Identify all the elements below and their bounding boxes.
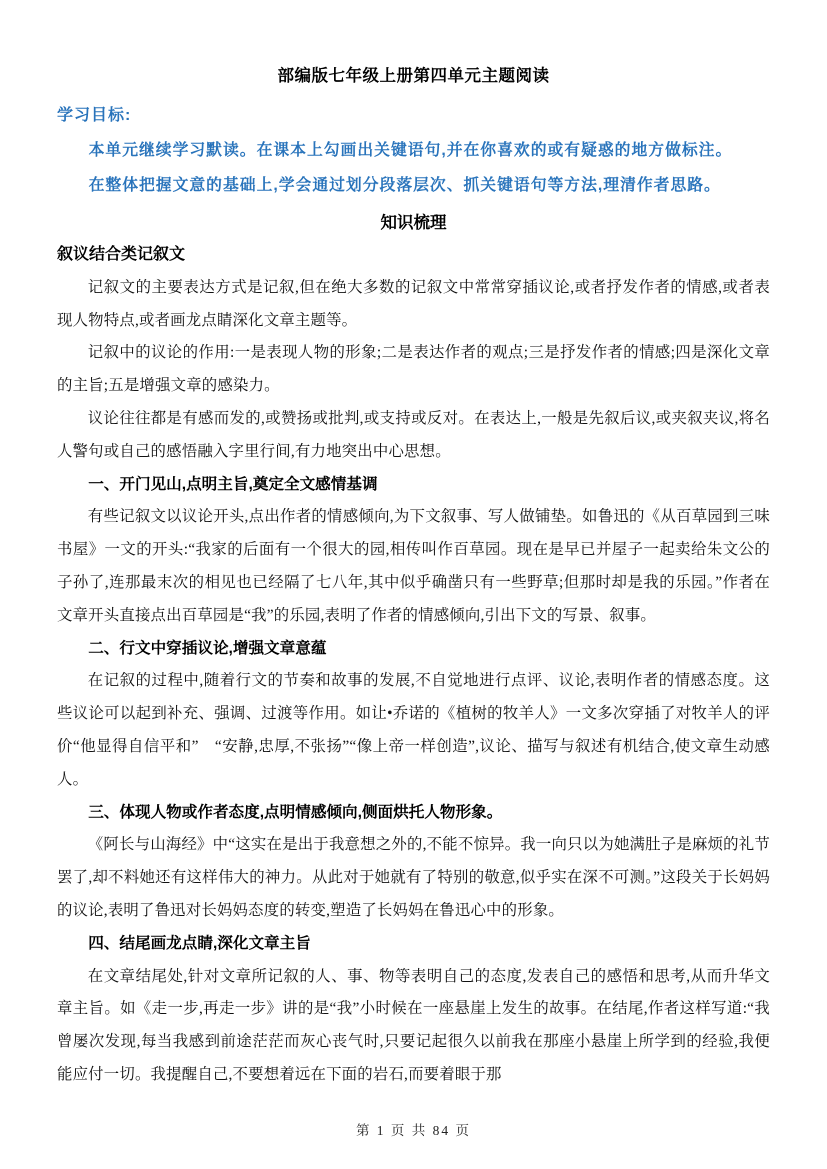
section-heading: 四、结尾画龙点睛,深化文章主旨	[88, 934, 311, 952]
section-2	[57, 633, 770, 797]
knowledge-section-title: 知识梳理	[380, 214, 447, 232]
intro-paragraph: 记叙中的议论的作用:一是表现人物的形象;二是表达作者的观点;三是抒发作者的情感;四是深化文章的主旨;五是增强文章的感染力。	[57, 344, 770, 395]
objective-line: 本单元继续学习默读。在课本上勾画出关键语句,并在你喜欢的或有疑惑的地方做标注。	[88, 142, 733, 159]
section-heading: 一、开门见山,点明主旨,奠定全文感情基调	[88, 475, 378, 493]
section-3	[57, 797, 770, 928]
learning-objectives	[57, 102, 770, 203]
page-title: 部编版七年级上册第四单元主题阅读	[277, 67, 550, 85]
objective-line: 在整体把握文意的基础上,学会通过划分段落层次、抓关键语句等方法,理清作者思路。	[88, 177, 721, 194]
section-4	[57, 928, 770, 1092]
section-heading: 二、行文中穿插议论,增强文章意蕴	[88, 639, 327, 657]
section-heading: 三、体现人物或作者态度,点明情感倾向,侧面烘托人物形象。	[88, 803, 503, 821]
knowledge-subheading: 叙议结合类记叙文	[57, 246, 186, 263]
intro-paragraph: 议论往往都是有感而发的,或赞扬或批判,或支持或反对。在表达上,一般是先叙后议,或夹叙夹议,将名人警句或自己的感悟融入字里行间,有力地突出中心思想。	[57, 409, 770, 460]
intro-paragraph: 记叙文的主要表达方式是记叙,但在绝大多数的记叙文中常常穿插议论,或者抒发作者的情感,或者表现人物特点,或者画龙点睛深化文章主题等。	[57, 278, 770, 329]
section-body: 有些记叙文以议论开头,点出作者的情感倾向,为下文叙事、写人做铺垫。如鲁迅的《从百草园到三味书屋》一文的开头:“我家的后面有一个很大的园,相传叫作百草园。现在是早已并屋子一起卖给朱文公的子孙了,连那最末次的相见也已经隔了七八年,其中似乎确凿只有一些野草;但那时却是我的乐园。”作者在文章开头直接点出百草园是“我”的乐园,表明了作者的情感倾向,引出下文的写景、叙事。	[57, 508, 770, 624]
objectives-heading: 学习目标:	[57, 107, 132, 124]
section-body: 在记叙的过程中,随着行文的节奏和故事的发展,不自觉地进行点评、议论,表明作者的情感态度。这些议论可以起到补充、强调、过渡等作用。如让•乔诺的《植树的牧羊人》一文多次穿插了对牧羊人的评价“他显得自信平和” “安静,忠厚,不张扬”“像上帝一样创造”,议论、描写与叙述有机结合,使文章生动感人。	[57, 672, 770, 788]
page-number-footer: 第 1 页 共 84 页	[355, 1123, 472, 1138]
section-body: 在文章结尾处,针对文章所记叙的人、事、物等表明自己的态度,发表自己的感悟和思考,从而升华文章主旨。如《走一步,再走一步》讲的是“我”小时候在一座悬崖上发生的故事。在结尾,作者这样写道:“我曾屡次发现,每当我感到前途茫茫而灰心丧气时,只要记起很久以前我在那座小悬崖上所学到的经验,我便能应付一切。我提醒自己,不要想着远在下面的岩石,而要着眼于那	[57, 967, 770, 1083]
section-body: 《阿长与山海经》中“这实在是出于我意想之外的,不能不惊异。我一向只以为她满肚子是麻烦的礼节罢了,却不料她还有这样伟大的神力。从此对于她就有了特别的敬意,似乎实在深不可测。”这段关于长妈妈的议论,表明了鲁迅对长妈妈态度的转变,塑造了长妈妈在鲁迅心中的形象。	[57, 836, 770, 919]
section-1	[57, 469, 770, 633]
